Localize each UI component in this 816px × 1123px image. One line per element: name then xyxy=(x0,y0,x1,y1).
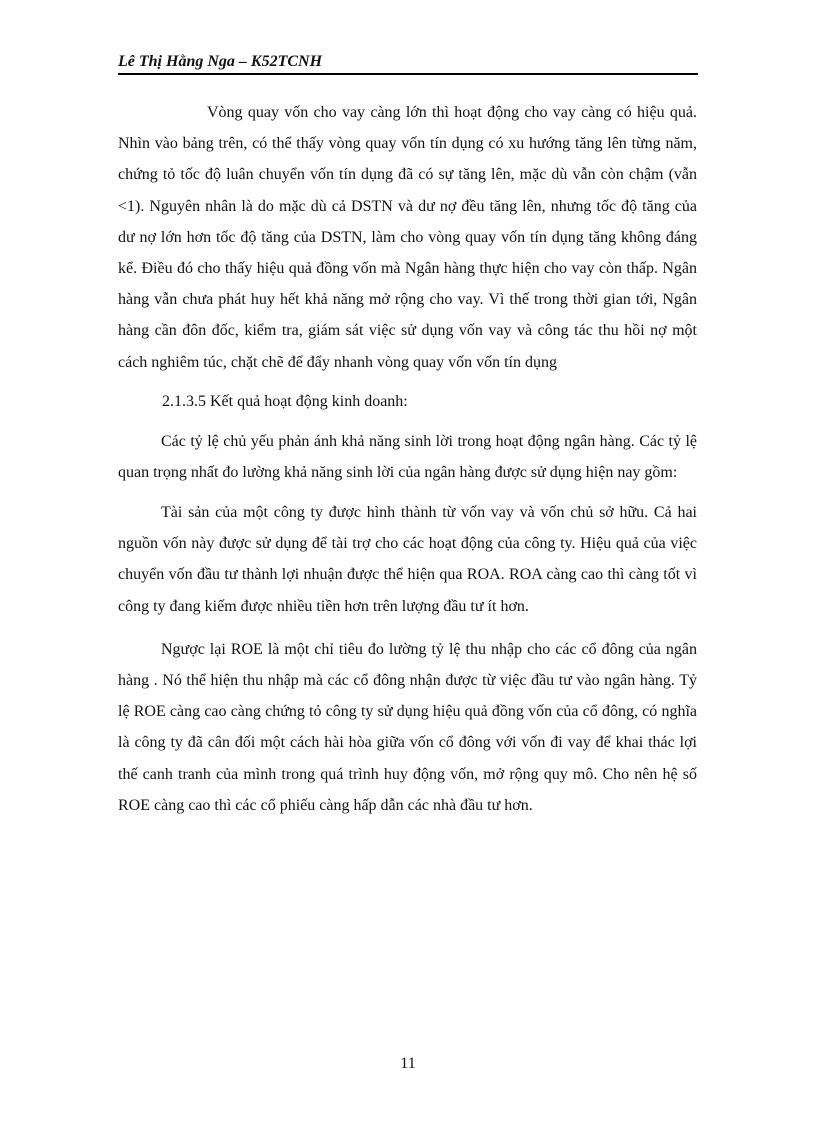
document-body xyxy=(118,97,697,821)
paragraph-roa: Tài sản của một công ty được hình thành từ vốn vay và vốn chủ sở hữu. Cả hai nguồn vốn này được sử dụng để tài trợ cho các hoạt động của công ty. Hiệu quả của việc chuyển vốn đầu tư thành lợi nhuận được thể hiện qua ROA. ROA càng cao thì càng tốt vì công ty đang kiếm được nhiều tiền hơn trên lượng đầu tư ít hơn. xyxy=(118,503,697,615)
page-number: 11 xyxy=(400,1055,416,1072)
header-divider xyxy=(118,73,698,75)
page-header xyxy=(118,50,698,74)
paragraph-profitability-ratios: Các tỷ lệ chủ yếu phản ánh khả năng sinh lời trong hoạt động ngân hàng. Các tỷ lệ quan trọng nhất đo lường khả năng sinh lời của ngân hàng được sử dụng hiện nay gồm: xyxy=(118,433,697,482)
header-title: Lê Thị Hằng Nga – K52TCNH xyxy=(118,53,323,70)
section-heading: 2.1.3.5 Kết quả hoạt động kinh doanh: xyxy=(162,393,408,411)
paragraph-roe: Ngược lại ROE là một chỉ tiêu đo lường tỷ lệ thu nhập cho các cổ đông của ngân hàng . Nó thể hiện thu nhập mà các cổ đông nhận được từ việc đầu tư vào ngân hàng. Tỷ lệ ROE càng cao càng chứng tỏ công ty sử dụng hiệu quả đồng vốn của cổ đông, có nghĩa là công ty đã cân đối một cách hài hòa giữa vốn cổ đông với vốn đi vay để khai thác lợi thế canh tranh của mình trong quá trình huy động vốn, mở rộng quy mô. Cho nên hệ số ROE càng cao thì các cổ phiếu càng hấp dẫn các nhà đầu tư hơn. xyxy=(118,640,697,814)
paragraph-credit-turnover: Vòng quay vốn cho vay càng lớn thì hoạt động cho vay càng có hiệu quả. Nhìn vào bảng trên, có thể thấy vòng quay vốn tín dụng có xu hướng tăng lên từng năm, chứng tỏ tốc độ luân chuyển vốn tín dụng đã có sự tăng lên, mặc dù vẫn còn chậm (vẫn <1). Nguyên nhân là do mặc dù cả DSTN và dư nợ đều tăng lên, nhưng tốc độ tăng của dư nợ lớn hơn tốc độ tăng của DSTN, làm cho vòng quay vốn tín dụng tăng không đáng kể. Điều đó cho thấy hiệu quả đồng vốn mà Ngân hàng thực hiện cho vay còn thấp. Ngân hàng vẫn chưa phát huy hết khả năng mở rộng cho vay. Vì thế trong thời gian tới, Ngân hàng cần đôn đốc, kiểm tra, giám sát việc sử dụng vốn vay và công tác thu hồi nợ một cách nghiêm túc, chặt chẽ để đẩy nhanh vòng quay vốn vốn tín dụng xyxy=(118,104,697,371)
